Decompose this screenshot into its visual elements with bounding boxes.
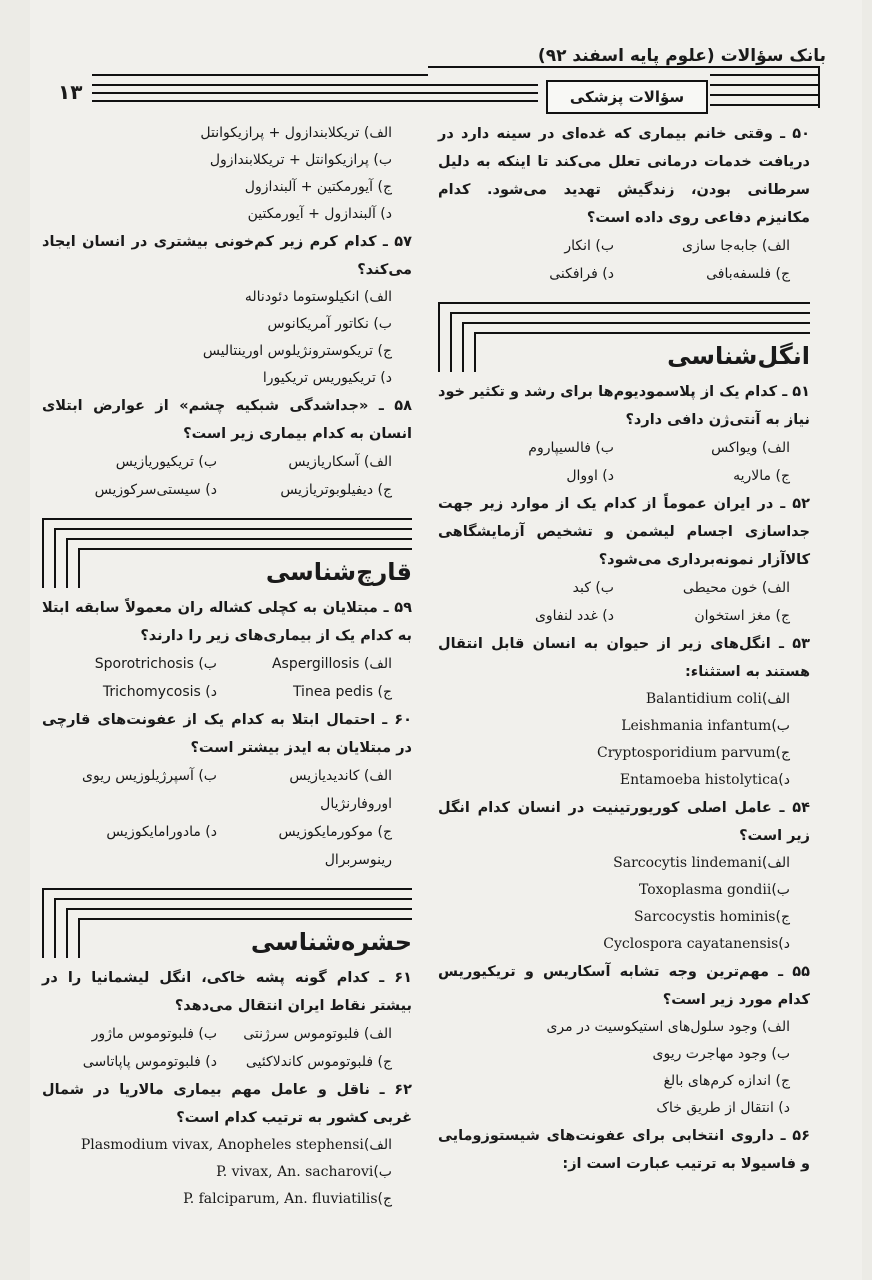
option-text: Tinea pedis [292, 684, 374, 700]
option [42, 1186, 412, 1213]
option-label: ب) [771, 718, 790, 734]
banner-rule [474, 332, 810, 334]
option-label: ج) [377, 684, 392, 700]
banner-rule [438, 302, 440, 372]
option: د) فلبوتوموس پاپاتاسی [82, 1054, 217, 1070]
option [42, 678, 217, 706]
option-text: Sarcocytis lindemani [613, 855, 762, 871]
option: ج) تریکوسترونژیلوس اورینتالیس [202, 343, 392, 359]
header-rule [710, 84, 820, 86]
option: ج) موکورمایکوزیس رینوسربرال [278, 824, 392, 868]
header-rule [710, 104, 820, 106]
option-text: Sporotrichosis [94, 656, 194, 672]
banner-rule [66, 538, 68, 588]
option [438, 767, 810, 794]
left-column [42, 120, 412, 1213]
option-text: Entamoeba histolytica [619, 772, 779, 788]
option: د) تریکیوریس تریکیورا [262, 370, 392, 386]
question-60: ۶۰ ـ احتمال ابتلا به کدام یک از عفونت‌های قارچی در مبتلایان به ایدز بیشتر است؟ [42, 712, 412, 756]
banner-rule [474, 332, 476, 372]
option: ج) فلبوتوموس کاندلاکئیی [245, 1054, 392, 1070]
option-label: الف) [761, 855, 790, 871]
option: ب) تریکیوریازیس [115, 454, 217, 470]
banner-rule [450, 312, 810, 314]
banner-rule [78, 918, 412, 920]
option-text: Aspergillosis [271, 656, 360, 672]
question-58: ۵۸ ـ «جداشدگی شبکیه چشم» از عوارض ابتلای انسان به کدام بیماری زیر است؟ [42, 398, 412, 442]
section-title: حشره‌شناسی [250, 928, 412, 956]
options-row [42, 448, 412, 476]
question-51: ۵۱ ـ کدام یک از پلاسمودیوم‌ها برای رشد و تکثیر خود نیاز به آنتی‌ژن دافی دارد؟ [438, 384, 810, 428]
options-row [438, 260, 810, 288]
option: د) فرافکنی [549, 266, 614, 282]
option [438, 713, 810, 740]
book-page [30, 0, 862, 1280]
section-label: سؤالات پزشکی [546, 80, 708, 114]
banner-rule [438, 302, 810, 304]
option: الف) آسکاریازیس [288, 454, 392, 470]
header-rule [92, 84, 538, 86]
header-rule [428, 66, 820, 68]
right-column [438, 120, 810, 1178]
banner-rule [462, 322, 810, 324]
option: ج) دیفیلوبوتریازیس [280, 482, 392, 498]
banner-rule [78, 548, 412, 550]
banner-rule [54, 898, 56, 958]
options-row [438, 602, 810, 630]
header-rule [92, 74, 428, 76]
banner-rule [78, 548, 80, 588]
option-label: د) [778, 772, 790, 788]
book-title: بانک سؤالات (علوم پایه اسفند ۹۲) [537, 46, 826, 66]
option: الف) وجود سلول‌های استیکوسیت در مری [546, 1019, 790, 1035]
option [42, 650, 217, 678]
option: ب) فلبوتوموس ماژور [91, 1026, 217, 1042]
option-label: الف) [363, 1137, 392, 1153]
banner-rule [42, 518, 412, 520]
option: ج) مغز استخوان [694, 608, 790, 624]
question-59: ۵۹ ـ مبتلایان به کچلی کشاله ران معمولاً سابقه ابتلا به کدام یک از بیماری‌های زیر را دارند؟ [42, 600, 412, 644]
option: ب) پرازیکوانتل + تریکلابندازول [209, 152, 392, 168]
option: د) غدد لنفاوی [534, 608, 614, 624]
option [438, 904, 810, 931]
option-label: ب) [373, 1164, 392, 1180]
option: ج) آیورمکتین + آلبندازول [244, 179, 392, 195]
question-53: ۵۳ ـ انگل‌های زیر از حیوان به انسان قابل انتقال هستند به استثناء: [438, 636, 810, 680]
option-text: Cryptosporidium parvum [597, 745, 776, 761]
header-rule [92, 92, 538, 94]
option [438, 931, 810, 958]
option: ج) فلسفه‌بافی [706, 266, 790, 282]
question-56: ۵۶ ـ داروی انتخابی برای عفونت‌های شیستوزومایی و فاسیولا به ترتیب عبارت است از: [438, 1128, 810, 1172]
option [217, 678, 392, 706]
banner-rule [450, 312, 452, 372]
section-banner-mycology [42, 510, 412, 588]
option [42, 1159, 412, 1186]
option: د) اووال [566, 468, 614, 484]
option-text: Balantidium coli [645, 691, 762, 707]
option-text: P. falciparum, An. fluviatilis [183, 1191, 378, 1207]
option [42, 1132, 412, 1159]
banner-rule [42, 888, 44, 958]
section-title: قارچ‌شناسی [265, 558, 412, 586]
banner-rule [78, 918, 80, 958]
option-label: ب) [198, 656, 217, 672]
option [438, 740, 810, 767]
options-row [42, 762, 412, 818]
option: ب) کبد [572, 580, 614, 596]
options-row [42, 1048, 412, 1076]
option [438, 850, 810, 877]
option-label: ج) [775, 745, 790, 761]
header-rule [818, 66, 820, 108]
section-banner-parasitology [438, 294, 810, 372]
header-rule [710, 94, 820, 96]
options-row [42, 818, 412, 874]
option-label: الف) [363, 656, 392, 672]
option: د) مادورامایکوزیس [106, 824, 217, 840]
option [438, 686, 810, 713]
option: الف) خون محیطی [682, 580, 790, 596]
option: د) انتقال از طریق خاک [656, 1100, 790, 1116]
options-row [438, 434, 810, 462]
option-text: Cyclospora cayatanensis [603, 936, 779, 952]
option-text: Toxoplasma gondii [638, 882, 772, 898]
option: ب) انکار [564, 238, 614, 254]
question-55: ۵۵ ـ مهم‌ترین وجه تشابه آسکاریس و تریکیوریس کدام مورد زیر است؟ [438, 964, 810, 1008]
banner-rule [54, 898, 412, 900]
options-row [438, 232, 810, 260]
banner-rule [66, 908, 412, 910]
option: ب) آسپرژیلوزیس ریوی [82, 768, 217, 784]
option-text: Leishmania infantum [621, 718, 772, 734]
section-title: انگل‌شناسی [667, 342, 810, 370]
options-row [42, 476, 412, 504]
banner-rule [462, 322, 464, 372]
question-61: ۶۱ ـ کدام گونه پشه خاکی، انگل لیشمانیا را در بیشتر نقاط ایران انتقال می‌دهد؟ [42, 970, 412, 1014]
section-banner-entomology [42, 880, 412, 958]
option: ج) اندازه کرم‌های بالغ [663, 1073, 790, 1089]
option: الف) فلبوتوموس سرژنتی [243, 1026, 392, 1042]
option [217, 650, 392, 678]
option-label: ج) [377, 1191, 392, 1207]
option-label: ج) [775, 909, 790, 925]
option: الف) جابه‌جا سازی [682, 238, 790, 254]
option: الف) تریکلابندازول + پرازیکوانتل [200, 125, 392, 141]
options-row [42, 678, 412, 706]
option: الف) کاندیدیازیس اوروفارنژیال [289, 768, 392, 812]
page-header [30, 0, 862, 118]
option [438, 877, 810, 904]
banner-rule [54, 528, 56, 588]
option: ب) فالسیپاروم [528, 440, 614, 456]
option-label: ب) [771, 882, 790, 898]
page-number: ۱۳ [58, 80, 83, 104]
option: ب) نکاتور آمریکانوس [267, 316, 392, 332]
banner-rule [66, 538, 412, 540]
option: الف) ویواکس [711, 440, 790, 456]
options-row [42, 1020, 412, 1048]
option: د) سیستی‌سرکوزیس [94, 482, 217, 498]
option-text: Plasmodium vivax, Anopheles stephensi [80, 1137, 364, 1153]
option-text: Trichomycosis [102, 684, 201, 700]
option-label: د) [205, 684, 217, 700]
banner-rule [42, 518, 44, 588]
banner-rule [66, 908, 68, 958]
question-52: ۵۲ ـ در ایران عموماً از کدام یک از موارد زیر جهت جداسازی اجسام لیشمن و تشخیص آزمایشگاهی کالاآزار نمونه‌برداری می‌شود؟ [438, 496, 810, 568]
header-rule [92, 100, 538, 102]
option: د) آلبندازول + آیورمکتین [247, 206, 392, 222]
option-label: د) [778, 936, 790, 952]
option-text: P. vivax, An. sacharovi [216, 1164, 374, 1180]
options-row [42, 650, 412, 678]
question-62: ۶۲ ـ ناقل و عامل مهم بیماری مالاریا در شمال غربی کشور به ترتیب کدام است؟ [42, 1082, 412, 1126]
question-54: ۵۴ ـ عامل اصلی کوریورتینیت در انسان کدام انگل زیر است؟ [438, 800, 810, 844]
option: الف) انکیلوستوما دئودناله [244, 289, 392, 305]
question-50: ۵۰ ـ وقتی خانم بیماری که غده‌ای در سینه دارد در دریافت خدمات درمانی تعلل می‌کند تا اینکه به دلیل سرطانی بودن، زندگیش تهدید می‌شود. کدام مکانیزم دفاعی روی داده است؟ [438, 126, 810, 226]
option-text: Sarcocystis hominis [634, 909, 776, 925]
options-row [438, 574, 810, 602]
question-57: ۵۷ ـ کدام کرم زیر کم‌خونی بیشتری در انسان ایجاد می‌کند؟ [42, 234, 412, 278]
option: ب) وجود مهاجرت ریوی [652, 1046, 790, 1062]
header-rule [710, 74, 820, 76]
options-row [438, 462, 810, 490]
option: ج) مالاریه [733, 468, 790, 484]
option-label: الف) [761, 691, 790, 707]
banner-rule [42, 888, 412, 890]
banner-rule [54, 528, 412, 530]
